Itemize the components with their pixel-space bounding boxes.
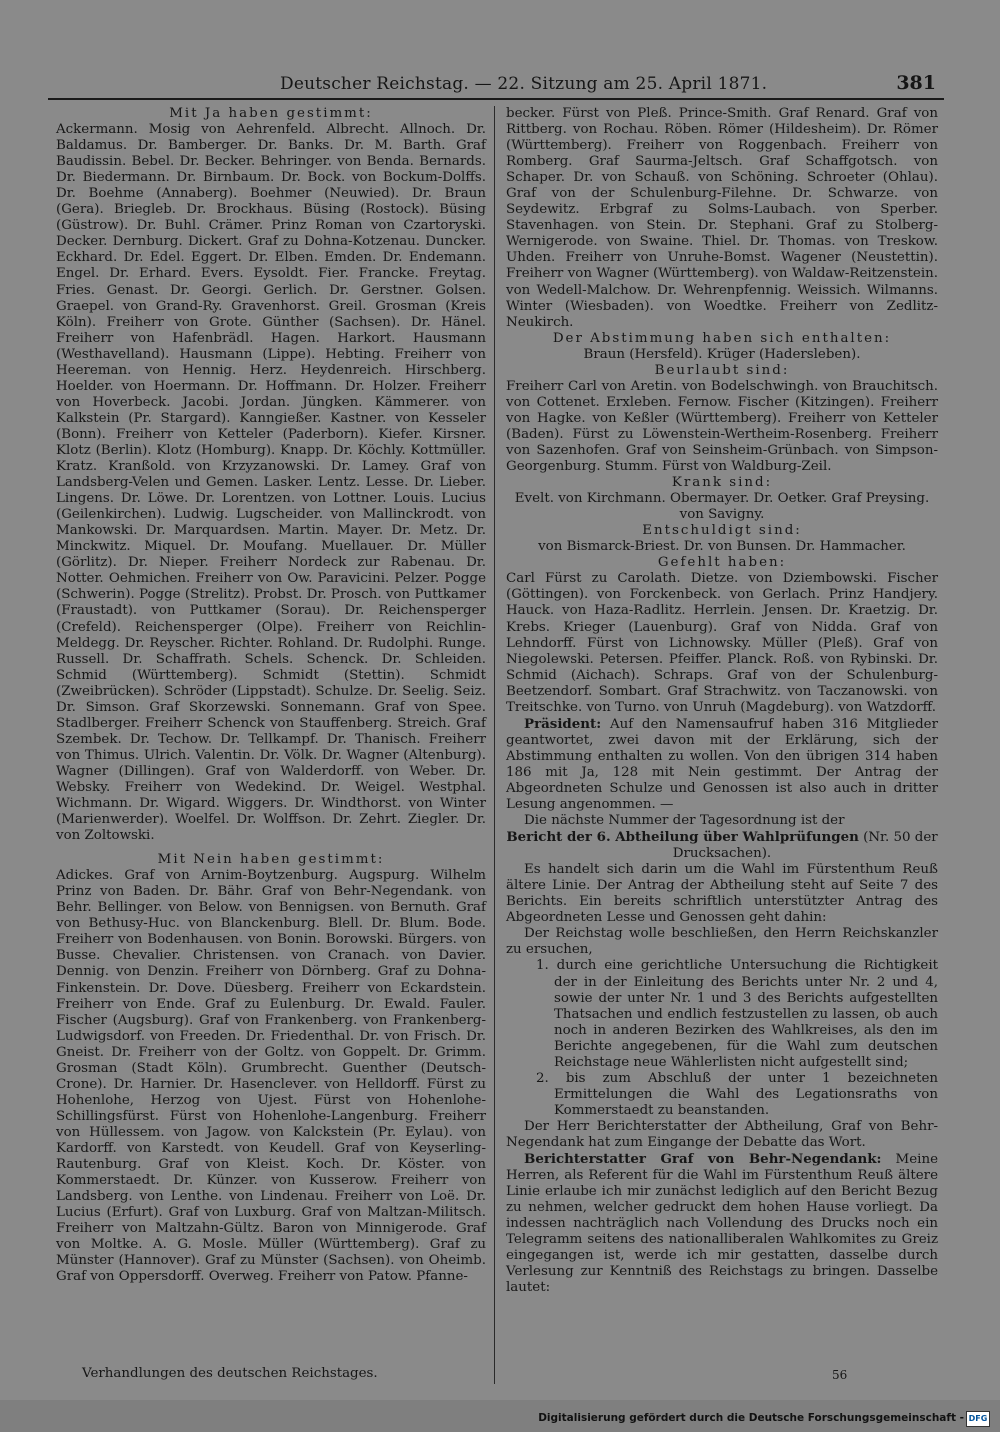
- footer-sheet-number: 56: [832, 1368, 848, 1382]
- footer-publication: Verhandlungen des deutschen Reichstages.: [82, 1366, 378, 1381]
- absent-names: Carl Fürst zu Carolath. Dietze. von Dziembowski. Fischer (Göttingen). von Forckenbeck. von Gerlach. Prinz Handjery. Hauck. von Haza-Radlitz. Herrlein. Jensen. Dr. Kraetzig. Dr. Krebs. Krieger (Lauenburg). Graf von Nidda. Graf von Lehndorff. Fürst von Lichnowsky. Müller (Pleß). Graf von Niegolewski. Petersen. Pfeiffer. Planck. Roß. von Rybinski. Dr. Schmid (Aichach). Schraps. Graf von der Schulenburg-Beetzendorf. Sombart. Graf Strachwitz. von Taczanowski. von Treitschke. von Turno. von Unruh (Magdeburg). von Watzdorff.: [506, 571, 938, 715]
- ja-names: Ackermann. Mosig von Aehrenfeld. Albrecht. Allnoch. Dr. Baldamus. Dr. Bamberger. Dr. Banks. Dr. M. Barth. Graf Baudissin. Bebel. Dr. Becker. Behringer. von Benda. Bernards. Dr. Biedermann. Dr. Birnbaum. Dr. Bock. von Bockum-Dolffs. Dr. Boehme (Annaberg). Boehmer (Neuwied). Dr. Braun (Gera). Briegleb. Dr. Brockhaus. Büsing (Rostock). Büsing (Güstrow). Dr. Buhl. Crämer. Prinz Roman von Czartoryski. Decker. Dernburg. Dickert. Graf zu Dohna-Kotzenau. Duncker. Eckhard. Dr. Edel. Eggert. Dr. Elben. Emden. Dr. Endemann. Engel. Dr. Erhard. Evers. Eysoldt. Fier. Francke. Freytag. Fries. Genast. Dr. Georgi. Gerlich. Dr. Gerstner. Golsen. Graepel. von Grand-Ry. Gravenhorst. Greil. Grosman (Kreis Köln). Freiherr von Grote. Günther (Sachsen). Dr. Hänel. Freiherr von Hafenbrädl. Hagen. Harkort. Hausmann (Westhavelland). Hausmann (Lippe). Hebting. Freiherr von Heereman. von Hennig. Herz. Heydenreich. Hirschberg. Hoelder. von Hoermann. Dr. Hoffmann. Dr. Holzer. Freiherr von Hoverbeck. Jacobi. Jordan. Jüngken. Kämmerer. von Kalkstein (Pr. Stargard). Kanngießer. Kastner. von Kesseler (Bonn). Freiherr von Ketteler (Paderborn). Kiefer. Kirsner. Klotz (Berlin). Klotz (Homburg). Knapp. Dr. Köchly. Kottmüller. Kratz. Kranßold. von Krzyzanowski. Dr. Lamey. Graf von Landsberg-Velen und Gemen. Lasker. Lentz. Lesse. Dr. Lieber. Lingens. Dr. Löwe. Dr. Lorentzen. von Lottner. Louis. Lucius (Geilenkirchen). Ludwig. Lugscheider. von Mallinckrodt. von Mankowski. Dr. Marquardsen. Martin. Mayer. Dr. Metz. Dr. Minckwitz. Miquel. Dr. Moufang. Muellauer. Dr. Müller (Görlitz). Dr. Nieper. Freiherr Nordeck zur Rabenau. Dr. Notter. Oehmichen. Freiherr von Ow. Paravicini. Pelzer. Pogge (Schwerin). Pogge (Strelitz). Probst. Dr. Prosch. von Puttkamer (Fraustadt). von Puttkamer (Sorau). Dr. Reichensperger (Crefeld). Reichensperger (Olpe). Freiherr von Reichlin-Meldegg. Dr. Reyscher. Richter. Rohland. Dr. Rudolphi. Runge. Russell. Dr. Schaffrath. Schels. Schenck. Dr. Schleiden. Schmid (Württemberg). Schmidt (Stettin). Schmidt (Zweibrücken). Schröder (Lippstadt). Schulze. Dr. Seelig. Seiz. Dr. Simson. Graf Skorzewski. Sonnemann. Graf von Spee. Stadlberger. Freiherr Schenck von Stauffenberg. Streich. Graf Szembek. Dr. Techow. Dr. Tellkampf. Dr. Thanisch. Freiherr von Thimus. Ulrich. Valentin. Dr. Völk. Dr. Wagner (Altenburg). Wagner (Dillingen). Graf von Walderdorff. von Weber. Dr. Websky. Freiherr von Wedekind. Dr. Weigel. Westphal. Wichmann. Dr. Wigard. Wiggers. Dr. Windthorst. von Winter (Marienwerder). Woelfel. Dr. Wolffson. Dr. Zehrt. Ziegler. Dr. von Zoltowski.: [56, 122, 486, 844]
- dfg-logo-icon: DFG: [966, 1411, 990, 1427]
- header-title: Deutscher Reichstag. — 22. Sitzung am 25. April 1871.: [280, 74, 768, 94]
- speaker-text: Meine Herren, als Referent für die Wahl im Fürstenthum Reuß ältere Linie erlaube ich mir zunächst lediglich auf den Bericht Bezug zu nehmen, welcher gedruckt dem hohen Hause vorliegt. Da indessen nachträglich nach Vollendung des Drucks noch ein Telegramm seitens des nationalliberalen Wahlkomites zu Greiz eingegangen ist, werde ich mir gestatten, dasselbe durch Verlesung zur Kenntniß des Reichstags zu bringen. Dasselbe lautet:: [506, 1152, 938, 1296]
- nein-heading: Mit Nein haben gestimmt:: [157, 852, 385, 868]
- excused-names: von Bismarck-Briest. Dr. von Bunsen. Dr. Hammacher.: [538, 539, 906, 555]
- president-statement: [506, 716, 938, 813]
- sick-names: Evelt. von Kirchmann. Obermayer. Dr. Oetker. Graf Preysing. von Savigny.: [514, 491, 930, 523]
- nein-names: Adickes. Graf von Arnim-Boytzenburg. Augspurg. Wilhelm Prinz von Baden. Dr. Bähr. Graf von Behr-Negendank. von Behr. Bellinger. von Below. von Bennigsen. von Bernuth. Graf von Bethusy-Huc. von Blanckenburg. Blell. Dr. Blum. Bode. Freiherr von Bodenhausen. von Bonin. Borowski. Bürgers. von Busse. Chevalier. Christensen. von Cranach. von Davier. Dennig. von Denzin. Freiherr von Dörnberg. Graf zu Dohna-Finkenstein. Dr. Dove. Düesberg. Freiherr von Eckardstein. Freiherr von Ende. Graf zu Eulenburg. Dr. Ewald. Fauler. Fischer (Augsburg). Graf von Frankenberg. von Frankenberg-Ludwigsdorf. von Freeden. Dr. Friedenthal. Dr. von Frisch. Dr. Gneist. Dr. Freiherr von der Goltz. von Goppelt. Dr. Grimm. Grosman (Stadt Köln). Grumbrecht. Guenther (Deutsch-Crone). Dr. Harnier. Dr. Hasenclever. von Helldorff. Fürst zu Hohenlohe, Herzog von Ujest. Fürst von Hohenlohe-Schillingsfürst. Fürst von Hohenlohe-Langenburg. Freiherr von Hüllessem. von Jagow. von Kalckstein (Pr. Eylau). von Kardorff. von Karstedt. von Keudell. Graf von Keyserling-Rautenburg. Graf von Kleist. Koch. Dr. Köster. von Kommerstaedt. Dr. Künzer. von Kusserow. Freiherr von Landsberg. von Lenthe. von Lindenau. Freiherr von Loë. Dr. Lucius (Erfurt). Graf von Luxburg. Graf von Maltzan-Militsch. Freiherr von Maltzahn-Gültz. Baron von Minnigerode. Graf von Moltke. A. G. Mosle. Müller (Württemberg). Graf zu Münster (Hannover). Graf zu Münster (Sachsen). von Oheimb. Graf von Oppersdorff. Overweg. Freiherr von Patow. Pfanne-: [56, 868, 486, 1285]
- sick-heading: Krank sind:: [671, 475, 773, 491]
- leave-names: Freiherr Carl von Aretin. von Bodelschwingh. von Brauchitsch. von Cottenet. Erxleben. Fernow. Fischer (Kitzingen). Freiherr von Hagke. von Keßler (Württemberg). Freiherr von Ketteler (Baden). Fürst zu Löwenstein-Wertheim-Rosenberg. Freiherr von Sazenhofen. Graf von Seinsheim-Grünbach. von Simpson-Georgenburg. Stumm. Fürst von Waldburg-Zeil.: [506, 378, 938, 475]
- column-divider: [494, 106, 495, 1384]
- dfg-credit: Digitalisierung gefördert durch die Deutsche Forschungsgemeinschaft -: [538, 1412, 964, 1424]
- report-title: Bericht der 6. Abtheilung über Wahlprüfungen: [506, 829, 859, 846]
- excused-heading: Entschuldigt sind:: [642, 523, 802, 539]
- header-rule: [48, 98, 944, 100]
- paragraph-3: Der Herr Berichterstatter der Abtheilung, Graf von Behr-Negendank hat zum Eingange der Debatte das Wort.: [506, 1118, 938, 1150]
- leave-heading: Beurlaubt sind:: [654, 362, 790, 378]
- nein-names-continued: becker. Fürst von Pleß. Prince-Smith. Graf Renard. Graf von Rittberg. von Rochau. Röben. Römer (Hildesheim). Dr. Römer (Württemberg). Freiherr von Roggenbach. Freiherr von Romberg. Graf Saurma-Jeltsch. Graf Schaffgotsch. von Schaper. Dr. von Schauß. von Schöning. Schroeter (Ohlau). Graf von der Schulenburg-Filehne. Dr. Schwarze. von Seydewitz. Erbgraf zu Solms-Laubach. von Sperber. Stavenhagen. von Stein. Dr. Stephani. Graf zu Stolberg-Wernigerode. von Swaine. Thiel. Dr. Thomas. von Treskow. Uhden. Freiherr von Unruhe-Bomst. Wagener (Neustettin). Freiherr von Wagner (Württemberg). von Waldaw-Reitzenstein. von Wedell-Malchow. Dr. Wehrenpfennig. Weissich. Wilmanns. Winter (Wiesbaden). von Woedtke. Freiherr von Zedlitz-Neukirch.: [506, 106, 938, 330]
- report-ref: (Nr. 50 der Drucksachen).: [672, 830, 938, 862]
- page-header: [48, 68, 948, 98]
- absent-heading: Gefehlt haben:: [657, 555, 787, 571]
- president-text: Auf den Namensaufruf haben 316 Mitglieder geantwortet, zwei davon mit der Erklärung, sich der Abstimmung enthalten zu wollen. Von den übrigen 314 haben 186 mit Ja, 128 mit Nein gestimmt. Der Antrag der Abgeordneten Schulze und Genossen ist also auch in dritter Lesung angenommen. —: [506, 716, 938, 813]
- motion-item-1: 1. durch eine gerichtliche Untersuchung die Richtigkeit der in der Einleitung des Berichts unter Nr. 2 und 4, sowie der unter Nr. 1 und 3 des Berichts aufgestellten Thatsachen und endlich festzustellen zu lassen, ob auch noch in anderen Bezirken des Wahlkreises, als den im Berichte angegebenen, für die Wahl zum deutschen Reichstage neue Wählerlisten nicht aufgestellt sind;: [536, 958, 938, 1070]
- motion-item-2: 2. bis zum Abschluß der unter 1 bezeichneten Ermittelungen die Wahl des Legationsraths von Kommerstaedt zu beanstanden.: [536, 1070, 938, 1118]
- document-page: [48, 68, 948, 1388]
- right-column: [506, 106, 938, 1296]
- paragraph-2: Der Reichstag wolle beschließen, den Herrn Reichskanzler zu ersuchen,: [506, 926, 938, 958]
- report-heading: [506, 829, 938, 862]
- president-label: Präsident:: [524, 715, 602, 732]
- speaker-label: Berichterstatter Graf von Behr-Negendank:: [524, 1151, 882, 1168]
- ja-heading: Mit Ja haben gestimmt:: [169, 106, 373, 121]
- speaker-statement: [506, 1151, 938, 1296]
- left-column: [56, 106, 486, 1285]
- next-item: Die nächste Nummer der Tagesordnung ist der: [524, 813, 845, 829]
- paragraph-1: Es handelt sich darin um die Wahl im Fürstenthum Reuß ältere Linie. Der Antrag der Abtheilung steht auf Seite 7 des Berichts. Ein bereits schriftlich unterstützter Antrag des Abgeordneten Lesse und Genossen geht dahin:: [506, 862, 938, 926]
- abstained-names: Braun (Hersfeld). Krüger (Hadersleben).: [583, 346, 861, 362]
- abstained-heading: Der Abstimmung haben sich enthalten:: [552, 330, 892, 346]
- page-number: 381: [896, 72, 936, 94]
